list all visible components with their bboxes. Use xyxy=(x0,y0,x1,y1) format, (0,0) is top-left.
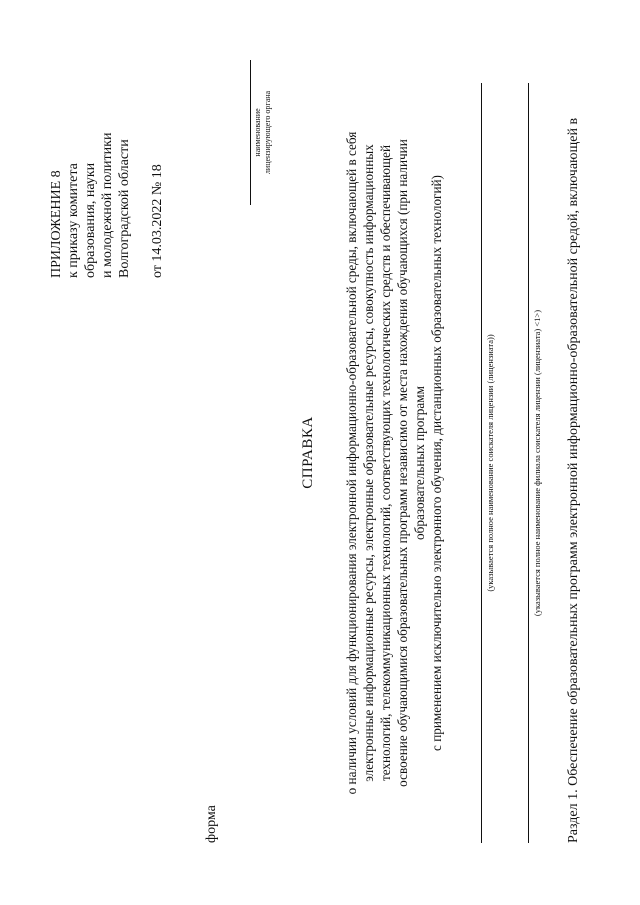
licensing-body-caption xyxy=(253,60,273,205)
branch-name-caption: (указывается полное наименование филиала соискателя лицензии (лицензиата) <1>) xyxy=(532,309,542,617)
form-label: форма xyxy=(204,805,219,843)
subtitle-line: технологий, телекоммуникационных технологий, соответствующих технологических средств и обеспечивающей xyxy=(378,144,393,782)
licensing-caption-line: лицензирующего органа xyxy=(263,90,272,175)
appendix-line: Волгоградской области xyxy=(117,139,132,278)
branch-name-field-line xyxy=(528,83,529,843)
subtitle-line: с применением исключительно электронного обучения, дистанционных образовательных технологий) xyxy=(429,175,444,751)
appendix-line: к приказу комитета xyxy=(66,163,81,278)
subtitle-line: о наличии условий для функционирования электронной информационно-образовательной среды, включающей в себя xyxy=(344,131,359,795)
document-subtitle xyxy=(343,83,445,843)
licensing-body-field-line xyxy=(250,60,251,205)
subtitle-line: освоение обучающимися образовательных программ независимо от места нахождения обучающихся (при наличии xyxy=(395,139,410,787)
subtitle-line: электронные информационные ресурсы, электронные образовательные ресурсы, совокупность информационных xyxy=(361,144,376,782)
order-date: от 14.03.2022 № 18 xyxy=(150,164,165,278)
licensing-caption-line: наименование xyxy=(253,108,262,157)
document-title: СПРАВКА xyxy=(300,416,316,489)
appendix-title: ПРИЛОЖЕНИЕ 8 xyxy=(49,170,64,278)
appendix-line: и молодежной политики xyxy=(100,132,115,278)
applicant-name-caption: (указывается полное наименование соискателя лицензии (лицензиата)) xyxy=(485,334,495,592)
subtitle-line: образовательных программ xyxy=(412,386,427,540)
section-1-heading: Раздел 1. Обеспечение образовательных программ электронной информационно-образовательной средой, включающей в xyxy=(566,117,581,843)
appendix-header xyxy=(48,28,166,278)
appendix-line: образования, науки xyxy=(83,162,98,278)
applicant-name-field-line xyxy=(481,83,482,843)
